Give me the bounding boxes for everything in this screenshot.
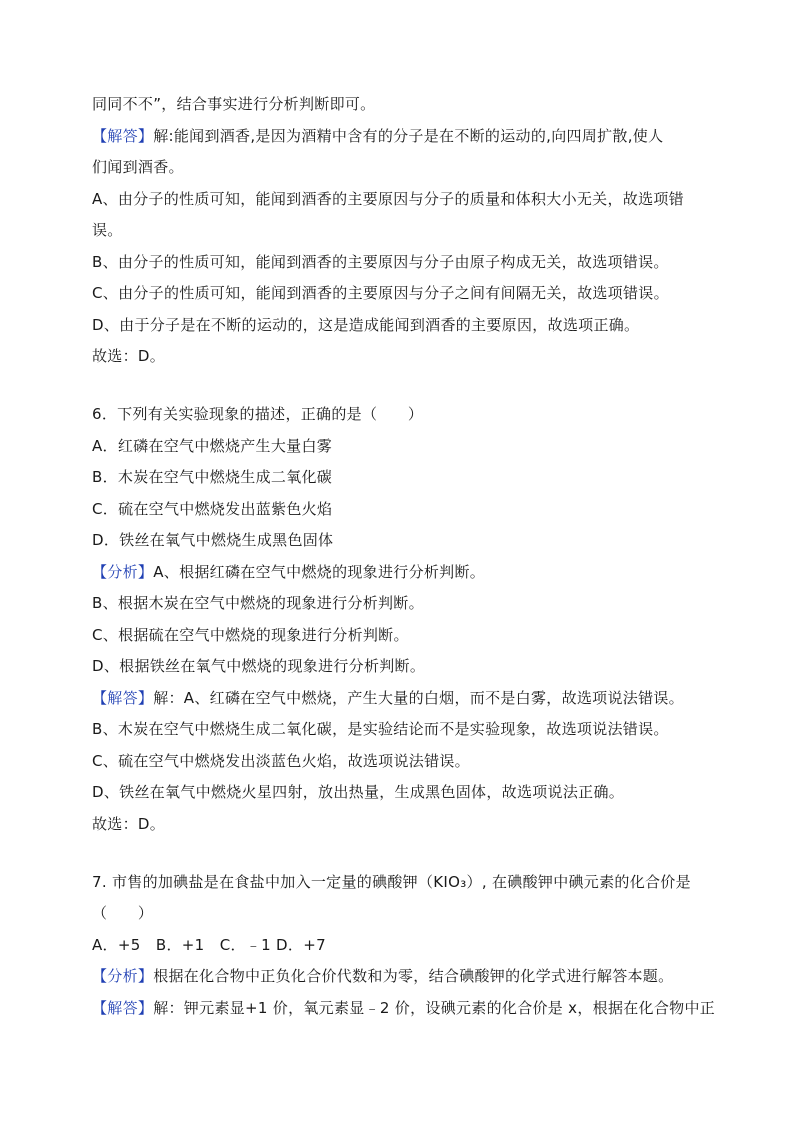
answer-tag: 【解答】 [92,127,154,145]
q6-answer-a: 解：A、红磷在空气中燃烧，产生大量的白烟，而不是白雾，故选项说法错误。 [153,689,684,707]
q6-analysis-b: B、根据木炭在空气中燃烧的现象进行分析判断。 [92,594,424,612]
q6-analysis [92,562,732,582]
q6-answer-c: C、硫在空气中燃烧发出淡蓝色火焰，故选项说法错误。 [92,752,470,770]
q6-answer-b: B、木炭在空气中燃烧生成二氧化碳，是实验结论而不是实验现象，故选项说法错误。 [92,720,669,738]
q6-analysis-c: C、根据硫在空气中燃烧的现象进行分析判断。 [92,626,409,644]
q7-options: A．+5 B．+1 C．﹣1 D．+7 [92,936,326,954]
q5-explain-c: C、由分子的性质可知，能闻到酒香的主要原因与分子之间有间隔无关，故选项错误。 [92,284,669,302]
q5-explain-d: D、由于分子是在不断的运动的，这是造成能闻到酒香的主要原因，故选项正确。 [92,316,640,334]
q6-answer [92,688,732,708]
analysis-tag: 【分析】 [92,967,154,985]
q7-answer-text: 解：钾元素显+1 价，氧元素显﹣2 价，设碘元素的化合价是 x，根据在化合物中正 [153,999,716,1017]
q5-answer-text-cont: 们闻到酒香。 [92,158,184,176]
q7-analysis [92,966,732,986]
q6-option-b: B．木炭在空气中燃烧生成二氧化碳 [92,468,333,486]
q6-analysis-a: A、根据红磷在空气中燃烧的现象进行分析判断。 [153,563,486,581]
q5-answer [92,126,732,146]
q6-stem: 6．下列有关实验现象的描述，正确的是（ ） [92,405,424,423]
q6-answer-d: D、铁丝在氧气中燃烧火星四射，放出热量，生成黑色固体，故选项说法正确。 [92,783,625,801]
q7-analysis-text: 根据在化合物中正负化合价代数和为零，结合碘酸钾的化学式进行解答本题。 [153,967,674,985]
q6-option-c: C．硫在空气中燃烧发出蓝紫色火焰 [92,500,333,518]
q5-explain-b: B、由分子的性质可知，能闻到酒香的主要原因与分子由原子构成无关，故选项错误。 [92,253,669,271]
q6-option-a: A．红磷在空气中燃烧产生大量白雾 [92,437,333,455]
q7-stem: 7. 市售的加碘盐是在食盐中加入一定量的碘酸钾（KIO₃）, 在碘酸钾中碘元素的化合价是 [92,873,691,891]
analysis-tag: 【分析】 [92,563,154,581]
q5-explain-a-cont: 误。 [92,221,123,239]
q5-answer-text: 解:能闻到酒香,是因为酒精中含有的分子是在不断的运动的,向四周扩散,使人 [153,127,664,145]
q6-analysis-d: D、根据铁丝在氧气中燃烧的现象进行分析判断。 [92,657,426,675]
q5-analysis-tail: 同同不不”，结合事实进行分析判断即可。 [92,95,376,113]
q7-answer [92,998,732,1018]
q7-stem-cont: （ ） [92,904,154,922]
q5-choice: 故选：D。 [92,347,166,365]
answer-tag: 【解答】 [92,999,154,1017]
q6-choice: 故选：D。 [92,815,166,833]
q6-option-d: D．铁丝在氧气中燃烧生成黑色固体 [92,531,334,549]
q5-explain-a: A、由分子的性质可知，能闻到酒香的主要原因与分子的质量和体积大小无关，故选项错 [92,190,684,208]
answer-tag: 【解答】 [92,689,154,707]
